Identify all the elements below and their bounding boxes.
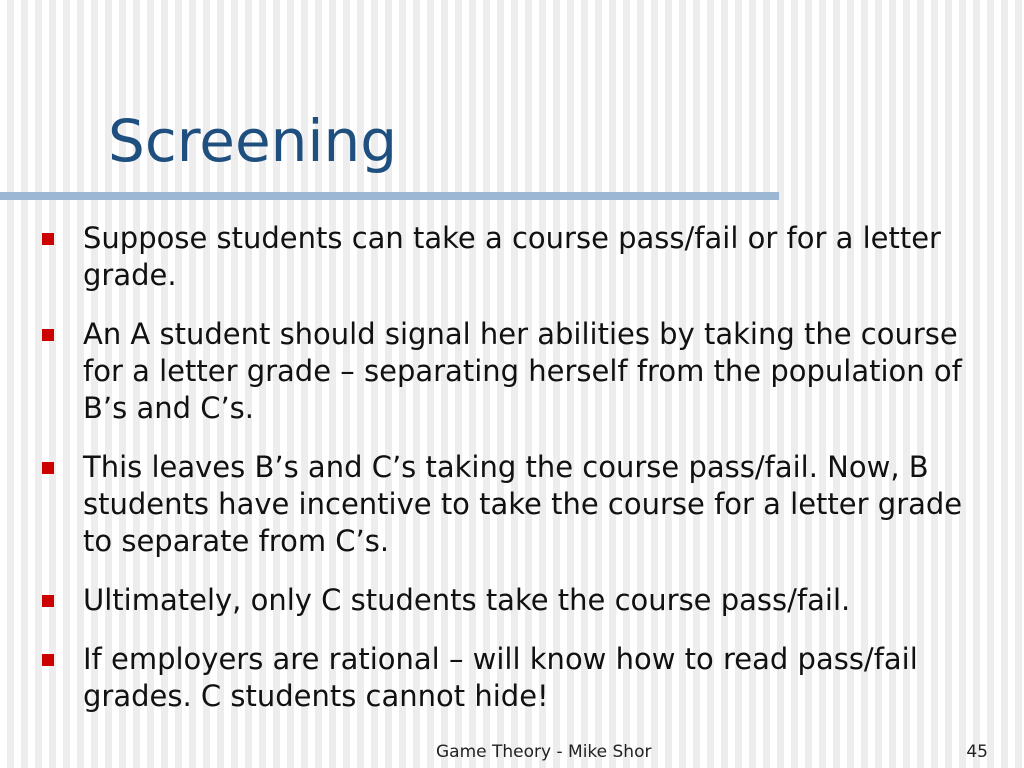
bullet-item (42, 449, 1002, 560)
square-bullet-icon (42, 595, 54, 607)
square-bullet-icon (42, 462, 54, 474)
page-number: 45 (966, 742, 988, 762)
bullet-item (42, 641, 1002, 715)
bullet-item (42, 316, 1002, 427)
bullet-text: This leaves B’s and C’s taking the course pass/fail. Now, B students have incentive to take the course for a letter grade to separate from C’s. (83, 450, 963, 558)
title-underline (0, 192, 779, 200)
bullet-item (42, 220, 1002, 294)
square-bullet-icon (42, 654, 54, 666)
bullet-text: An A student should signal her abilities by taking the course for a letter grade – separating herself from the population of B’s and C’s. (83, 317, 962, 425)
bullet-text: Ultimately, only C students take the course pass/fail. (83, 583, 851, 617)
footer-text: Game Theory - Mike Shor (436, 742, 652, 762)
bullet-text: If employers are rational – will know how to read pass/fail grades. C students cannot hide! (83, 642, 918, 713)
bullet-item (42, 582, 1002, 619)
bullet-list (42, 220, 1002, 737)
square-bullet-icon (42, 329, 54, 341)
bullet-text: Suppose students can take a course pass/fail or for a letter grade. (83, 221, 941, 292)
square-bullet-icon (42, 233, 54, 245)
slide-title: Screening (108, 107, 398, 175)
